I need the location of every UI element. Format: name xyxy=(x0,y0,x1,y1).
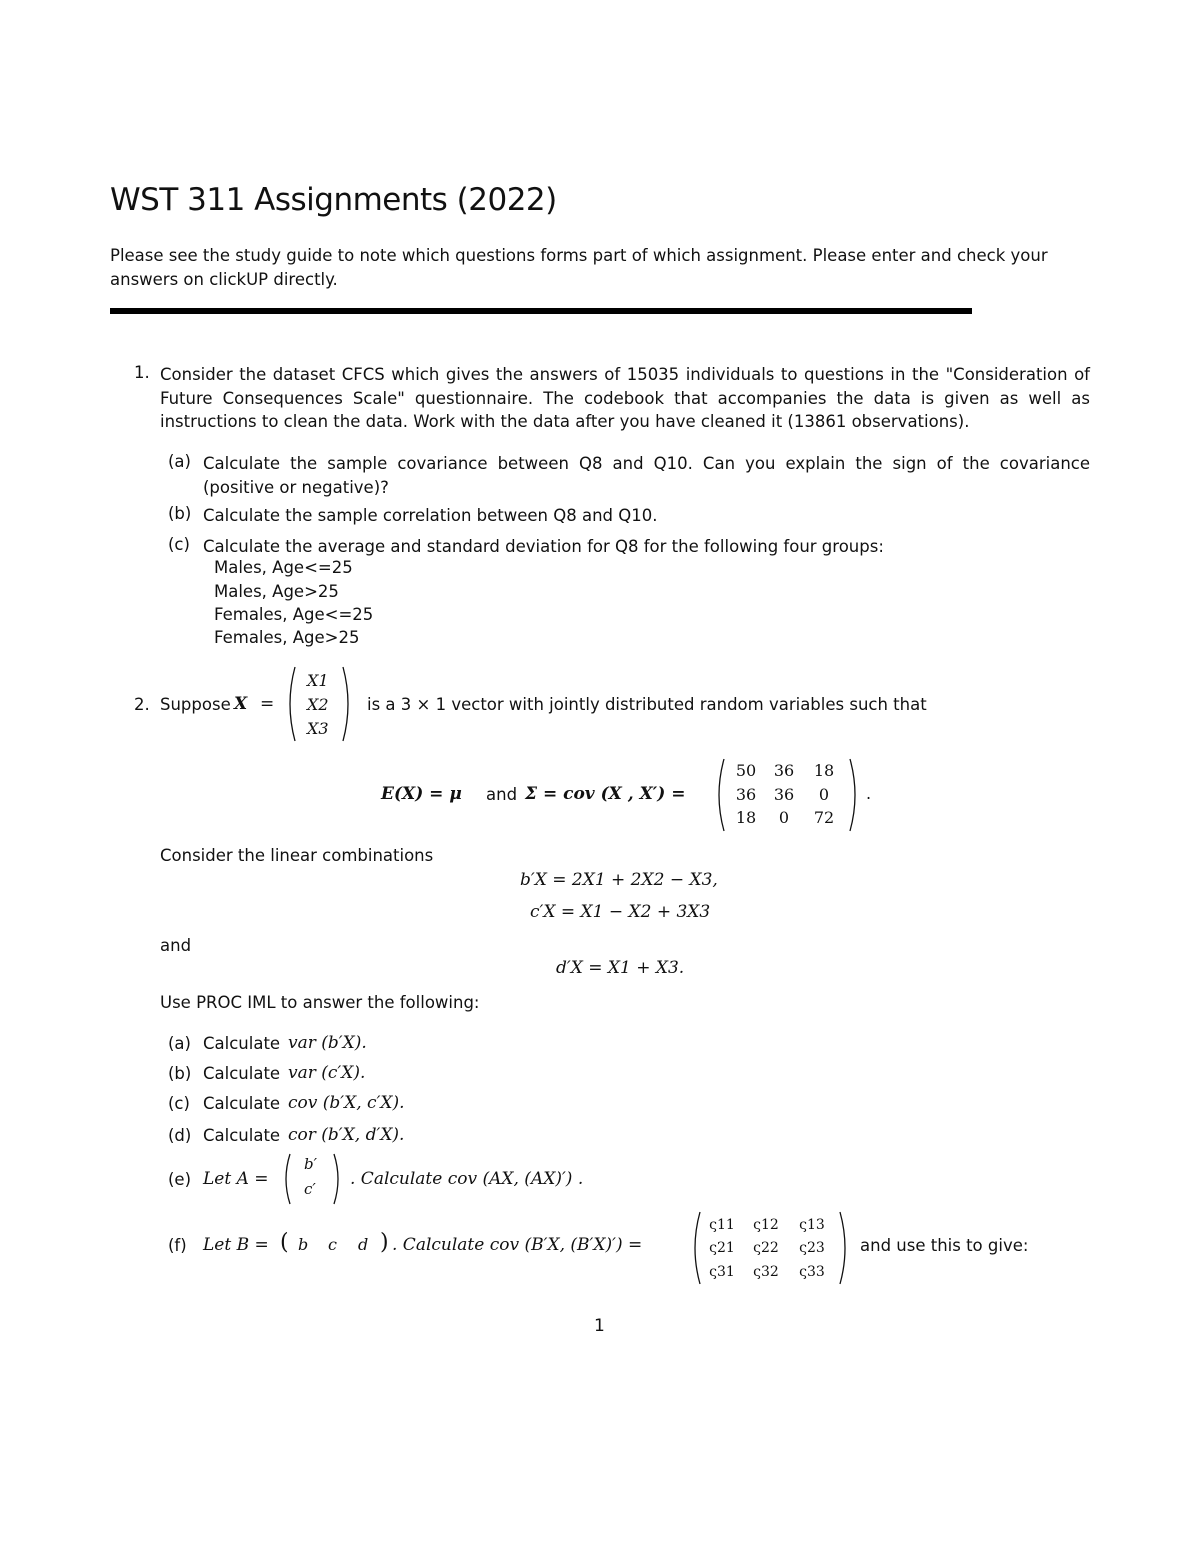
group-item: Males, Age<=25 xyxy=(214,558,353,577)
sigma-cell: 0 xyxy=(778,808,790,827)
combination-b: b′X = 2X1 + 2X2 − X3, xyxy=(520,870,718,890)
varsigma-cell: ς23 xyxy=(799,1240,825,1256)
q1b-label: (b) xyxy=(168,504,192,523)
sigma-cell: 18 xyxy=(735,808,757,827)
q1c-text: Calculate the average and standard deviation for Q8 for the following four groups: xyxy=(203,537,884,556)
varsigma-cell: ς22 xyxy=(753,1240,779,1256)
q2d-label: (d) xyxy=(168,1126,192,1145)
sigma-cell: 36 xyxy=(773,785,795,804)
q2e-let: Let A = xyxy=(203,1169,269,1189)
row-c-entry: c xyxy=(328,1235,337,1254)
q2e-rest: . Calculate cov (AX, (AX)′) . xyxy=(350,1169,584,1189)
q2c-expr: cov (b′X, c′X). xyxy=(288,1093,405,1113)
group-item: Males, Age>25 xyxy=(214,582,339,601)
equals-sign: = xyxy=(260,694,275,714)
varsigma-cell: ς32 xyxy=(753,1264,779,1280)
vector-description: is a 3 × 1 vector with jointly distributed random variables such that xyxy=(367,695,927,714)
sigma-cell: 18 xyxy=(813,761,835,780)
page-number: 1 xyxy=(594,1316,605,1336)
q2d-expr: cor (b′X, d′X). xyxy=(288,1125,405,1145)
matrix-a-entry: b′ xyxy=(304,1155,318,1173)
q2b-label: (b) xyxy=(168,1064,192,1083)
q2c-pre: Calculate xyxy=(203,1094,281,1113)
row-open-paren: ( xyxy=(280,1230,289,1255)
sigma-equation: Σ = cov (X , X′) = xyxy=(525,784,686,804)
q2a-label: (a) xyxy=(168,1034,191,1053)
vector-x-symbol: X xyxy=(234,694,248,714)
q2f-label: (f) xyxy=(168,1236,187,1255)
q2f-tail: and use this to give: xyxy=(860,1236,1029,1255)
q2c-label: (c) xyxy=(168,1094,190,1113)
varsigma-cell: ς31 xyxy=(709,1264,735,1280)
sigma-cell: 0 xyxy=(818,785,830,804)
vector-entry: X2 xyxy=(307,695,329,714)
q1a-text: Calculate the sample covariance between Q8 and Q10. Can you explain the sign of the covariance (positive or negative)? xyxy=(203,454,1090,497)
q2a-expr: var (b′X). xyxy=(288,1033,367,1053)
vector-entry: X3 xyxy=(307,719,329,738)
q1-number: 1. xyxy=(134,363,150,382)
sigma-cell: 50 xyxy=(735,761,757,780)
and-text: and xyxy=(160,936,192,955)
period: . xyxy=(866,784,872,803)
row-close-paren: ) xyxy=(380,1230,389,1255)
mean-equation: E(X) = μ xyxy=(381,784,462,804)
q1-text: Consider the dataset CFCS which gives the answers of 15035 individuals to questions in the "Consideration of Future Consequences Scale" questionnaire. The codebook that accompanies the data is given as well as instructions to clean the data. Work with the data after you have cleaned it (13861 observations). xyxy=(160,365,1090,431)
q2-number: 2. xyxy=(134,695,150,714)
matrix-a-entry: c′ xyxy=(304,1180,316,1198)
q1c-label: (c) xyxy=(168,535,190,554)
varsigma-cell: ς12 xyxy=(753,1217,779,1233)
q2e-label: (e) xyxy=(168,1170,192,1189)
row-b-entry: b xyxy=(298,1235,309,1254)
q1b-text: Calculate the sample correlation between Q8 and Q10. xyxy=(203,506,658,525)
and-word: and xyxy=(486,785,518,804)
sigma-cell: 72 xyxy=(813,808,835,827)
group-item: Females, Age>25 xyxy=(214,628,360,647)
sigma-cell: 36 xyxy=(735,785,757,804)
group-item: Females, Age<=25 xyxy=(214,605,374,624)
q2f-rest: . Calculate cov (B′X, (B′X)′) = xyxy=(392,1235,643,1255)
varsigma-cell: ς21 xyxy=(709,1240,735,1256)
q2f-let: Let B = xyxy=(203,1235,269,1255)
use-proc-text: Use PROC IML to answer the following: xyxy=(160,993,480,1012)
varsigma-cell: ς11 xyxy=(709,1217,735,1233)
consider-text: Consider the linear combinations xyxy=(160,846,434,865)
q2d-pre: Calculate xyxy=(203,1126,281,1145)
page-title: WST 311 Assignments (2022) xyxy=(110,182,557,218)
vector-entry: X1 xyxy=(307,671,329,690)
combination-c: c′X = X1 − X2 + 3X3 xyxy=(530,902,711,922)
divider-rule xyxy=(110,308,972,314)
intro-paragraph: Please see the study guide to note which questions forms part of which assignment. Please enter and check your answers on clickUP directly. xyxy=(110,246,1048,289)
row-d-entry: d xyxy=(358,1235,369,1254)
q2a-pre: Calculate xyxy=(203,1034,281,1053)
sigma-cell: 36 xyxy=(773,761,795,780)
varsigma-cell: ς33 xyxy=(799,1264,825,1280)
q1a-label: (a) xyxy=(168,452,191,471)
combination-d: d′X = X1 + X3. xyxy=(556,958,685,978)
q2-suppose: Suppose xyxy=(160,695,231,714)
q2b-pre: Calculate xyxy=(203,1064,281,1083)
q2b-expr: var (c′X). xyxy=(288,1063,366,1083)
varsigma-cell: ς13 xyxy=(799,1217,825,1233)
